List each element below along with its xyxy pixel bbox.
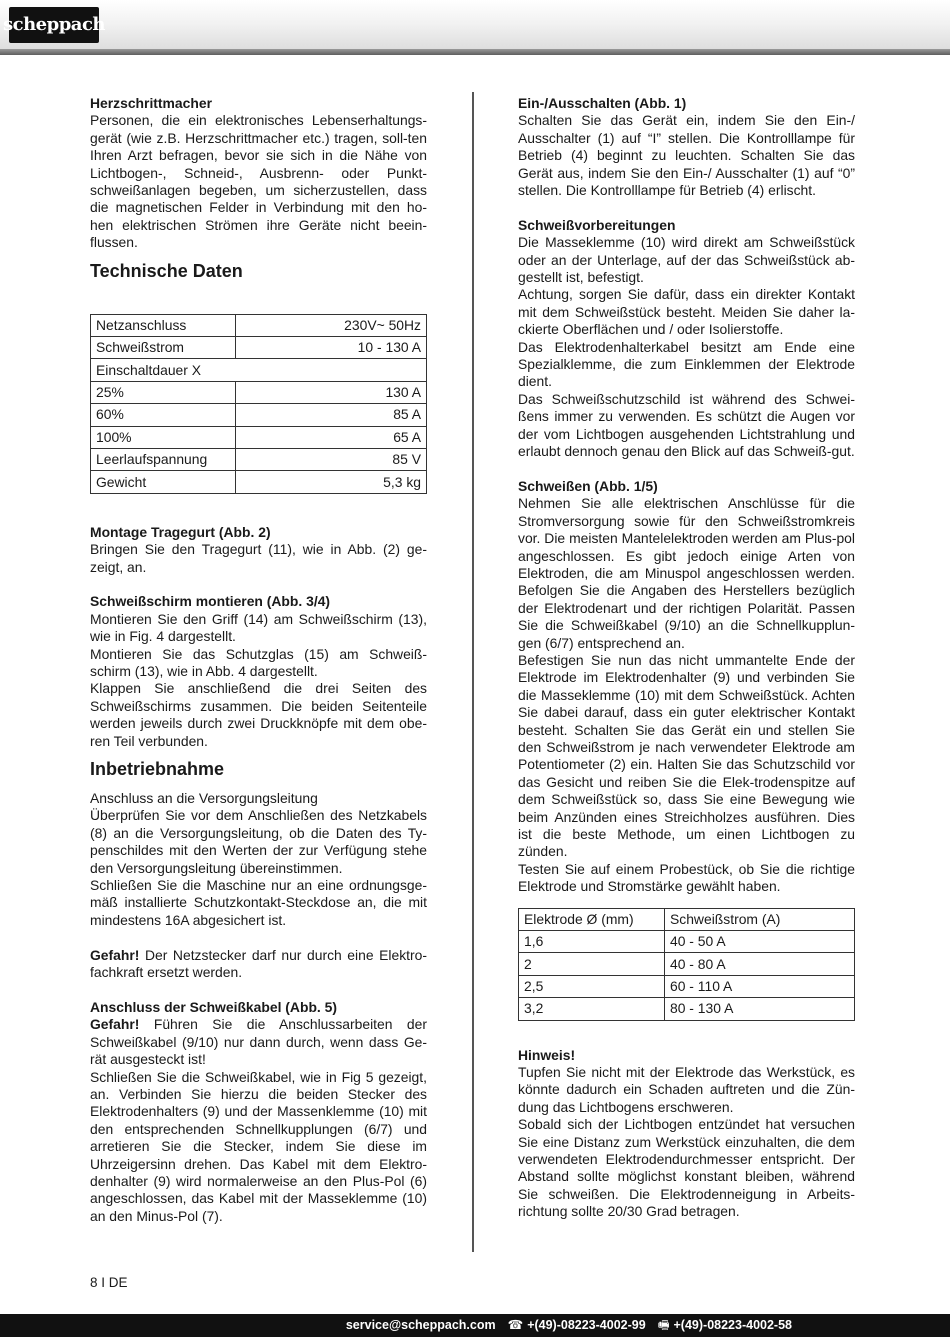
paragraph-hinweis-tupfen: Tupfen Sie nicht mit der Elektrode das Werkstück, es könnte dadurch ein Schaden auftreten und die Zün-dung das Lichtbogens erschweren. — [518, 1064, 855, 1115]
footer-email[interactable]: service@scheppach.com — [345, 1317, 496, 1332]
table-row — [91, 381, 427, 403]
warning-label: Gefahr! — [90, 946, 140, 963]
paragraph-elektrode-befestigen: Befestigen Sie nun das nicht ummantelte Ende der Elektrode im Elektrodenhalter (9) und verbinden Sie die Masseklemme (10) mit dem Schweißstück. Achten Sie dabei darauf, dass ein guter elektrischer Kontakt besteht. Schalten Sie das Gerät ein und stellen Sie den Schweißstrom je nach verwendeter Elektrode am Potentiometer (2) ein. Halten Sie das Schutzschild vor das Gesicht und reiben Sie die Elek-trodenspitze auf dem Schweißstück so, dass Sie eine Bewegung wie beim Anzünden eines Streichholzes ausführen. Dies ist die beste Methode, um einen Lichtbogen zu zünden. — [518, 651, 855, 860]
table-cell: 2,5 — [519, 975, 665, 997]
paragraph-montage-tragegurt: Bringen Sie den Tragegurt (11), wie in Abb. (2) ge-zeigt, an. — [90, 541, 427, 575]
paragraph-schirm-klappen: Klappen Sie anschließend die drei Seiten des Schweißschirms zusammen. Die beiden Seitenteile werden jeweils durch zwei Druckknöpfe mit dem obe-ren Teil verbunden. — [90, 680, 427, 749]
page-number: 8 I DE — [90, 1275, 128, 1290]
heading-technische-daten: Technische Daten — [90, 260, 243, 281]
table-row — [91, 337, 427, 359]
table-row — [91, 471, 427, 493]
table-cell-value: 65 A — [236, 426, 427, 448]
table-cell: 40 - 50 A — [665, 931, 855, 953]
table-header-cell: Elektrode Ø (mm) — [519, 908, 665, 930]
table-row — [91, 359, 427, 381]
fax-icon: 🖷 — [657, 1317, 670, 1332]
table-row — [91, 404, 427, 426]
phone-icon: ☎ — [507, 1317, 524, 1332]
paragraph-versorgung-pruefen: Überprüfen Sie vor dem Anschließen des Netzkabels (8) an die Versorgungsleitung, ob die Daten des Ty-penschildes mit den Werten der zur Verfügung stehe den Versorgungsleitung übereinstimmen. — [90, 807, 427, 876]
table-cell-label: Schweißstrom — [91, 337, 236, 359]
table-header-cell: Schweißstrom (A) — [665, 908, 855, 930]
left-column — [90, 95, 427, 1225]
heading-montage-tragegurt: Montage Tragegurt (Abb. 2) — [90, 523, 271, 540]
paragraph-hinweis-distanz: Sobald sich der Lichtbogen entzündet hat versuchen Sie eine Distanz zum Werkstück einzuhalten, die dem verwendeten Elektrodendurchmesser entspricht. Der Abstand sollte möglichst konstant bleiben, während Sie schweißen. Die Elektrodenneigung in Arbeits-richtung sollte 20/30 Grad betragen. — [518, 1116, 855, 1220]
table-cell-value: 230V~ 50Hz — [236, 314, 427, 336]
warning-text: Führen Sie die Anschlussarbeiten der Schweißkabel (9/10) nur dann durch, wenn dass Ge-rät ausgesteckt ist! — [90, 1016, 427, 1068]
warning-label: Gefahr! — [90, 1016, 140, 1033]
table-cell-label: 25% — [91, 381, 236, 403]
table-cell-value: 5,3 kg — [236, 471, 427, 493]
paragraph-masseklemme: Die Masseklemme (10) wird direkt am Schweißstück oder an der Unterlage, auf der das Schweißstück ab-gestellt ist, befestigt. — [518, 234, 855, 286]
heading-schweisskabel: Anschluss der Schweißkabel (Abb. 5) — [90, 998, 338, 1015]
table-cell-label: Leerlaufspannung — [91, 449, 236, 471]
header-bar — [0, 0, 950, 49]
scheppach-logo — [3, 7, 106, 43]
paragraph-schweisskabel-anschliessen: Schließen Sie die Schweißkabel, wie in Fig 5 gezeigt, an. Verbinden Sie hierzu die beiden Stecker des Elektrodenhalters (9) und der Massenklemme (10) mit den entsprechenden Schnellkupplungen (6/7) und arretieren Sie die Stecker, indem Sie diese im Uhrzeigersinn drehen. Das Kabel mit dem Elektro-denhalter (9) wird normalerweise an den Plus-Pol (6) angeschlossen, das Kabel mit der Masseklemme (10) an den Minus-Pol (7). — [90, 1068, 427, 1224]
paragraph-herzschrittmacher: Personen, die ein elektronisches Lebenserhaltungs-gerät (wie z.B. Herzschrittmacher etc.) tragen, soll-ten Ihren Arzt befragen, bevor sie sich in die Nähe von Lichtbogen-, Schneid-, Ausbrenn- oder Punkt-schweißanlagen begeben, um sicherzustellen, dass die magnetischen Felder in Verbindung mit den ho-hen elektrischen Strömen ihre Geräte nicht beein-flussen. — [90, 112, 427, 251]
table-cell: 1,6 — [519, 931, 665, 953]
paragraph-ein-ausschalten: Schalten Sie das Gerät ein, indem Sie den Ein-/ Ausschalter (1) auf “I” stellen. Die Kontrolllampe für Betrieb (4) beginnt zu leuchten. Schalten Sie das Gerät aus, indem Sie den Ein-/ Ausschalter (1) auf “0” stellen. Die Kontrolllampe für Betrieb (4) erlischt. — [518, 112, 855, 199]
paragraph-gefahr-kabel — [90, 1016, 427, 1068]
heading-herzschrittmacher: Herzschrittmacher — [90, 95, 212, 111]
table-row — [91, 426, 427, 448]
table-header-row — [519, 908, 855, 930]
footer-fax[interactable]: +(49)-08223-4002-58 — [673, 1317, 792, 1332]
footer-phone[interactable]: +(49)-08223-4002-99 — [527, 1317, 646, 1332]
heading-schweissschirm: Schweißschirm montieren (Abb. 3/4) — [90, 593, 331, 610]
heading-schweissen: Schweißen (Abb. 1/5) — [518, 477, 658, 494]
heading-inbetriebnahme: Inbetriebnahme — [90, 759, 225, 780]
table-cell-value: 130 A — [236, 381, 427, 403]
paragraph-gefahr-netzstecker — [90, 947, 427, 982]
heading-hinweis: Hinweis! — [518, 1046, 576, 1063]
paragraph-schirm-griff: Montieren Sie den Griff (14) am Schweißschirm (13), wie in Fig. 4 dargestellt. — [90, 610, 427, 645]
paragraph-anschluesse: Nehmen Sie alle elektrischen Anschlüsse für die Stromversorgung sowie für den Schweißstromkreis vor. Die meisten Mantelelektroden werden am Plus-pol angeschlossen. Es gibt jedoch einige Arten von Elektroden, die am Minuspol angeschlossen werden. Befolgen Sie die Angaben des Herstellers bezüglich der Elektrodenart und der richtigen Polarität. Passen Sie die Schweißkabel (9/10) an die Schnellkupplun-gen (6/7) entsprechend an. — [518, 495, 855, 651]
table-row — [91, 449, 427, 471]
label-versorgungsleitung: Anschluss an die Versorgungsleitung — [90, 790, 318, 807]
electrode-table — [518, 908, 855, 1021]
footer-bar — [0, 1314, 950, 1337]
table-row — [91, 314, 427, 336]
logo-text: scheppach — [3, 14, 106, 36]
table-cell-value: 10 - 130 A — [236, 337, 427, 359]
column-divider — [472, 92, 474, 1252]
table-cell-label: 60% — [91, 404, 236, 426]
table-row — [519, 998, 855, 1020]
table-cell: 80 - 130 A — [665, 998, 855, 1020]
table-cell-label: 100% — [91, 426, 236, 448]
paragraph-schweissschutzschild: Das Schweißschutzschild ist während des Schwei-ßens immer zu verwenden. Es schützt die Augen vor der vom Lichtbogen ausgehenden Lichtstrahlung und erlaubt dennoch genau den Blick auf das Schweiß-gut. — [518, 390, 855, 460]
header-divider — [0, 49, 950, 55]
table-cell: 60 - 110 A — [665, 975, 855, 997]
paragraph-elektrodenhalterkabel: Das Elektrodenhalterkabel besitzt am Ende eine Spezialklemme, die zum Einklemmen der Elektrode dient. — [518, 338, 855, 390]
table-row — [519, 931, 855, 953]
table-cell: 3,2 — [519, 998, 665, 1020]
table-cell-value: 85 V — [236, 449, 427, 471]
table-cell: 40 - 80 A — [665, 953, 855, 975]
table-row — [519, 953, 855, 975]
heading-schweissvorbereitungen: Schweißvorbereitungen — [518, 216, 676, 233]
paragraph-versorgung-steckdose: Schließen Sie die Maschine nur an eine ordnungsge-mäß installierte Schutzkontakt-Steckdose an, die mit mindestens 16A abgesichert ist. — [90, 877, 427, 928]
paragraph-probestueck: Testen Sie auf einem Probestück, ob Sie die richtige Elektrode und Stromstärke gewählt haben. — [518, 860, 855, 895]
table-cell-label: Gewicht — [91, 471, 236, 493]
paragraph-schirm-schutzglas: Montieren Sie das Schutzglas (15) am Schweiß-schirm (13), wie in Abb. 4 dargestellt. — [90, 645, 427, 680]
table-cell: 2 — [519, 953, 665, 975]
table-cell-value: 85 A — [236, 404, 427, 426]
table-row — [519, 975, 855, 997]
paragraph-achtung-kontakt: Achtung, sorgen Sie dafür, dass ein direkter Kontakt mit dem Schweißstück besteht. Meiden Sie daher la-ckierte Oberflächen und / oder Isolierstoffe. — [518, 286, 855, 338]
right-column — [518, 95, 855, 1221]
table-cell-label: Einschaltdauer X — [91, 359, 427, 381]
warning-text: Der Netzstecker darf nur durch eine Elektro-fachkraft ersetzt werden. — [90, 946, 427, 981]
tech-data-table — [90, 314, 427, 494]
table-cell-label: Netzanschluss — [91, 314, 236, 336]
heading-ein-ausschalten: Ein-/Ausschalten (Abb. 1) — [518, 95, 687, 111]
